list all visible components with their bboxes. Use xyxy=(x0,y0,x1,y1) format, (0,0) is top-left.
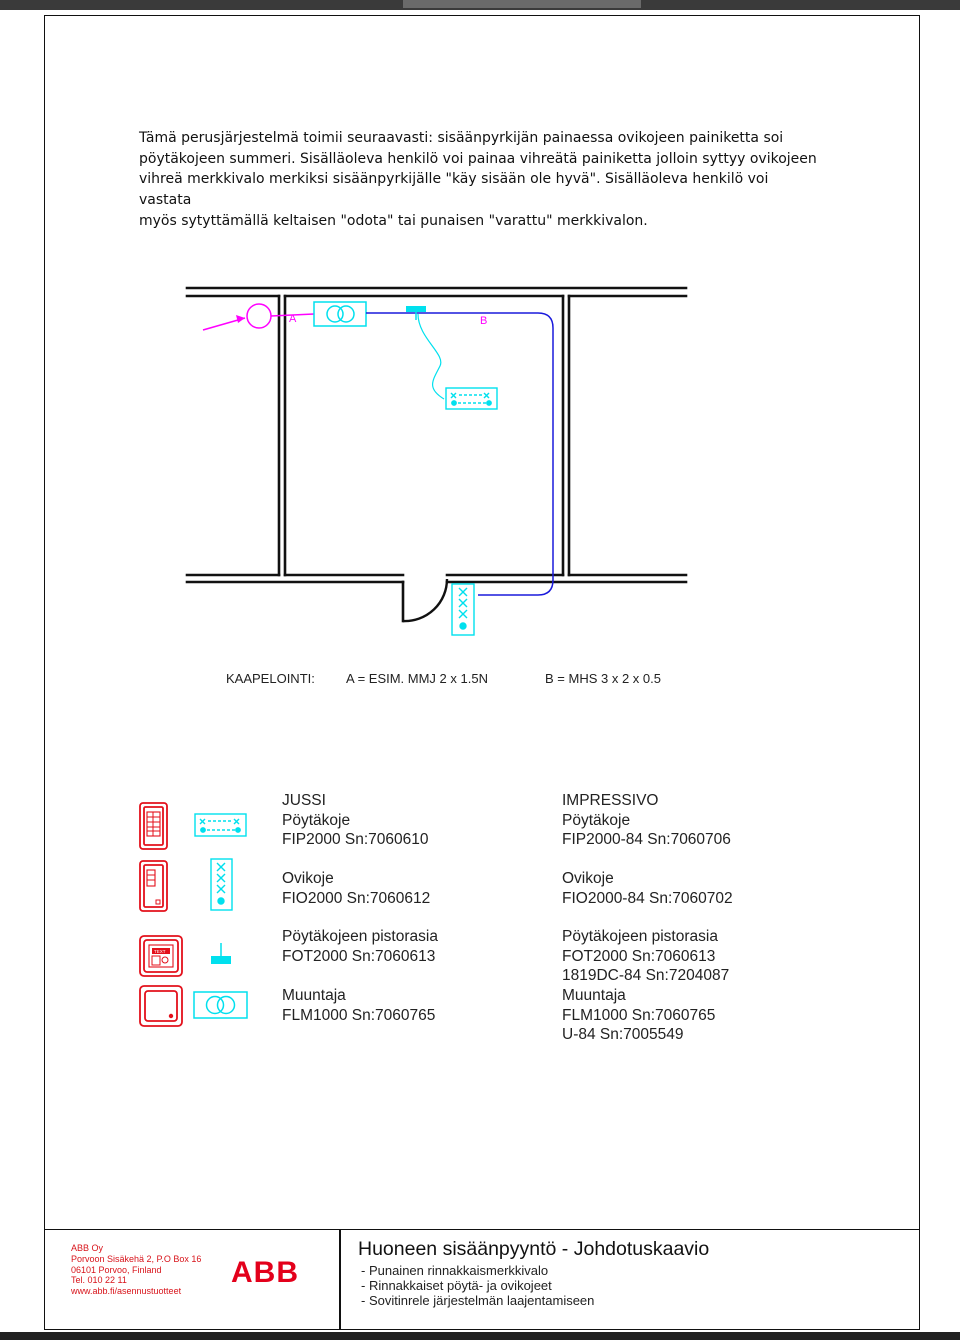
transformer-red-icon xyxy=(140,986,182,1026)
subtitle-line: - Rinnakkaiset pöytä- ja ovikojeet xyxy=(361,1278,552,1293)
legend-line: Ovikoje xyxy=(282,870,334,887)
transformer-symbol xyxy=(314,302,366,326)
legend-line: IMPRESSIVO xyxy=(562,792,659,809)
legend-line: FLM1000 Sn:7060765 xyxy=(282,1006,436,1024)
legend-line: Ovikoje xyxy=(562,870,614,887)
legend-line: Pöytäkojeen pistorasia xyxy=(562,928,718,945)
company-line: Tel. 010 22 11 xyxy=(71,1275,127,1286)
legend-line: FOT2000 Sn:7060613 xyxy=(562,947,716,965)
desk-socket-cyan-icon xyxy=(211,943,231,964)
intro-line: vihreä merkkivalo merkiksi sisäänpyrkijälle "käy sisään ole hyvä". Sisälläoleva henkilö voi vastata xyxy=(139,171,769,209)
title-block xyxy=(44,1229,920,1330)
legend-line: FIP2000 Sn:7060610 xyxy=(282,831,429,848)
legend-jussi-desk-unit xyxy=(282,791,429,850)
legend-line: Pöytäkoje xyxy=(282,811,351,829)
cabling-label: KAAPELOINTI: xyxy=(226,671,315,686)
cable-a xyxy=(203,304,314,330)
legend-jussi-door-unit xyxy=(282,869,430,908)
desk-unit-cord xyxy=(418,314,444,399)
legend-jussi-transformer xyxy=(282,986,435,1025)
legend-impressivo-socket xyxy=(562,927,729,986)
legend-line: FIP2000-84 Sn:7060706 xyxy=(562,831,731,848)
company-line: www.abb.fi/asennustuotteet xyxy=(71,1286,182,1297)
subtitle-line: - Sovitinrele järjestelmän laajentamiseen xyxy=(361,1293,595,1308)
desk-socket-red-icon xyxy=(140,936,182,976)
company-line: ABB Oy xyxy=(71,1243,104,1253)
cabling-a: A = ESIM. MMJ 2 x 1.5N xyxy=(346,671,488,686)
door-unit-cyan-icon xyxy=(211,859,232,910)
legend-jussi-socket xyxy=(282,927,438,966)
company-info xyxy=(71,1243,201,1297)
legend-line: FIO2000-84 Sn:7060702 xyxy=(562,889,733,907)
legend-impressivo-door-unit xyxy=(562,869,733,908)
intro-line: myös sytyttämällä keltaisen "odota" tai punaisen "varattu" merkkivalon. xyxy=(139,212,648,229)
intro-line: Tämä perusjärjestelmä toimii seuraavasti: sisäänpyrkijän painaessa ovikojeen painiketta soi xyxy=(139,130,784,146)
legend-line: FIO2000 Sn:7060612 xyxy=(282,889,431,907)
intro-line: pöytäkojeen summeri. Sisälläoleva henkilö voi painaa vihreätä painiketta jolloin syttyy ovikojeen xyxy=(139,150,817,167)
drawing-subtitle xyxy=(361,1263,594,1308)
legend-line: Pöytäkojeen pistorasia xyxy=(282,928,438,945)
socket-icon-label: TEXT xyxy=(154,949,166,954)
abb-logo: ABB xyxy=(231,1256,299,1289)
legend-line: Muuntaja xyxy=(282,987,346,1004)
legend-impressivo-transformer xyxy=(562,986,715,1045)
door-unit-symbol xyxy=(452,584,474,635)
door-swing xyxy=(403,579,447,621)
desk-unit-cyan-icon xyxy=(195,814,246,836)
cable-b xyxy=(366,313,553,595)
drawing-title: Huoneen sisäänpyyntö - Johdotuskaavio xyxy=(358,1238,710,1260)
title-block-divider xyxy=(339,1230,341,1330)
legend-line: 1819DC-84 Sn:7204087 xyxy=(562,967,730,984)
transformer-cyan-icon xyxy=(194,992,247,1018)
legend-line: FOT2000 Sn:7060613 xyxy=(282,947,436,965)
legend-line: Pöytäkoje xyxy=(562,811,631,829)
company-line: 06101 Porvoo, Finland xyxy=(71,1264,162,1275)
window-bottom-bar xyxy=(0,1332,960,1340)
legend-line: JUSSI xyxy=(282,792,326,809)
company-line: Porvoon Sisäkehä 2, P.O Box 16 xyxy=(71,1253,202,1264)
subtitle-line: - Punainen rinnakkaismerkkivalo xyxy=(361,1263,549,1278)
cabling-b: B = MHS 3 x 2 x 0.5 xyxy=(545,671,661,686)
desk-unit-red-icon xyxy=(140,803,167,849)
door-unit-red-icon xyxy=(140,861,167,911)
desk-unit-symbol xyxy=(446,388,497,409)
legend-line: FLM1000 Sn:7060765 xyxy=(562,1006,716,1024)
legend-impressivo-desk-unit xyxy=(562,791,731,850)
room-walls xyxy=(187,288,686,621)
legend-line: Muuntaja xyxy=(562,987,626,1004)
cable-b-label: B xyxy=(480,315,488,327)
legend-line: U-84 Sn:7005549 xyxy=(562,1026,684,1043)
cable-a-label: A xyxy=(289,313,297,325)
